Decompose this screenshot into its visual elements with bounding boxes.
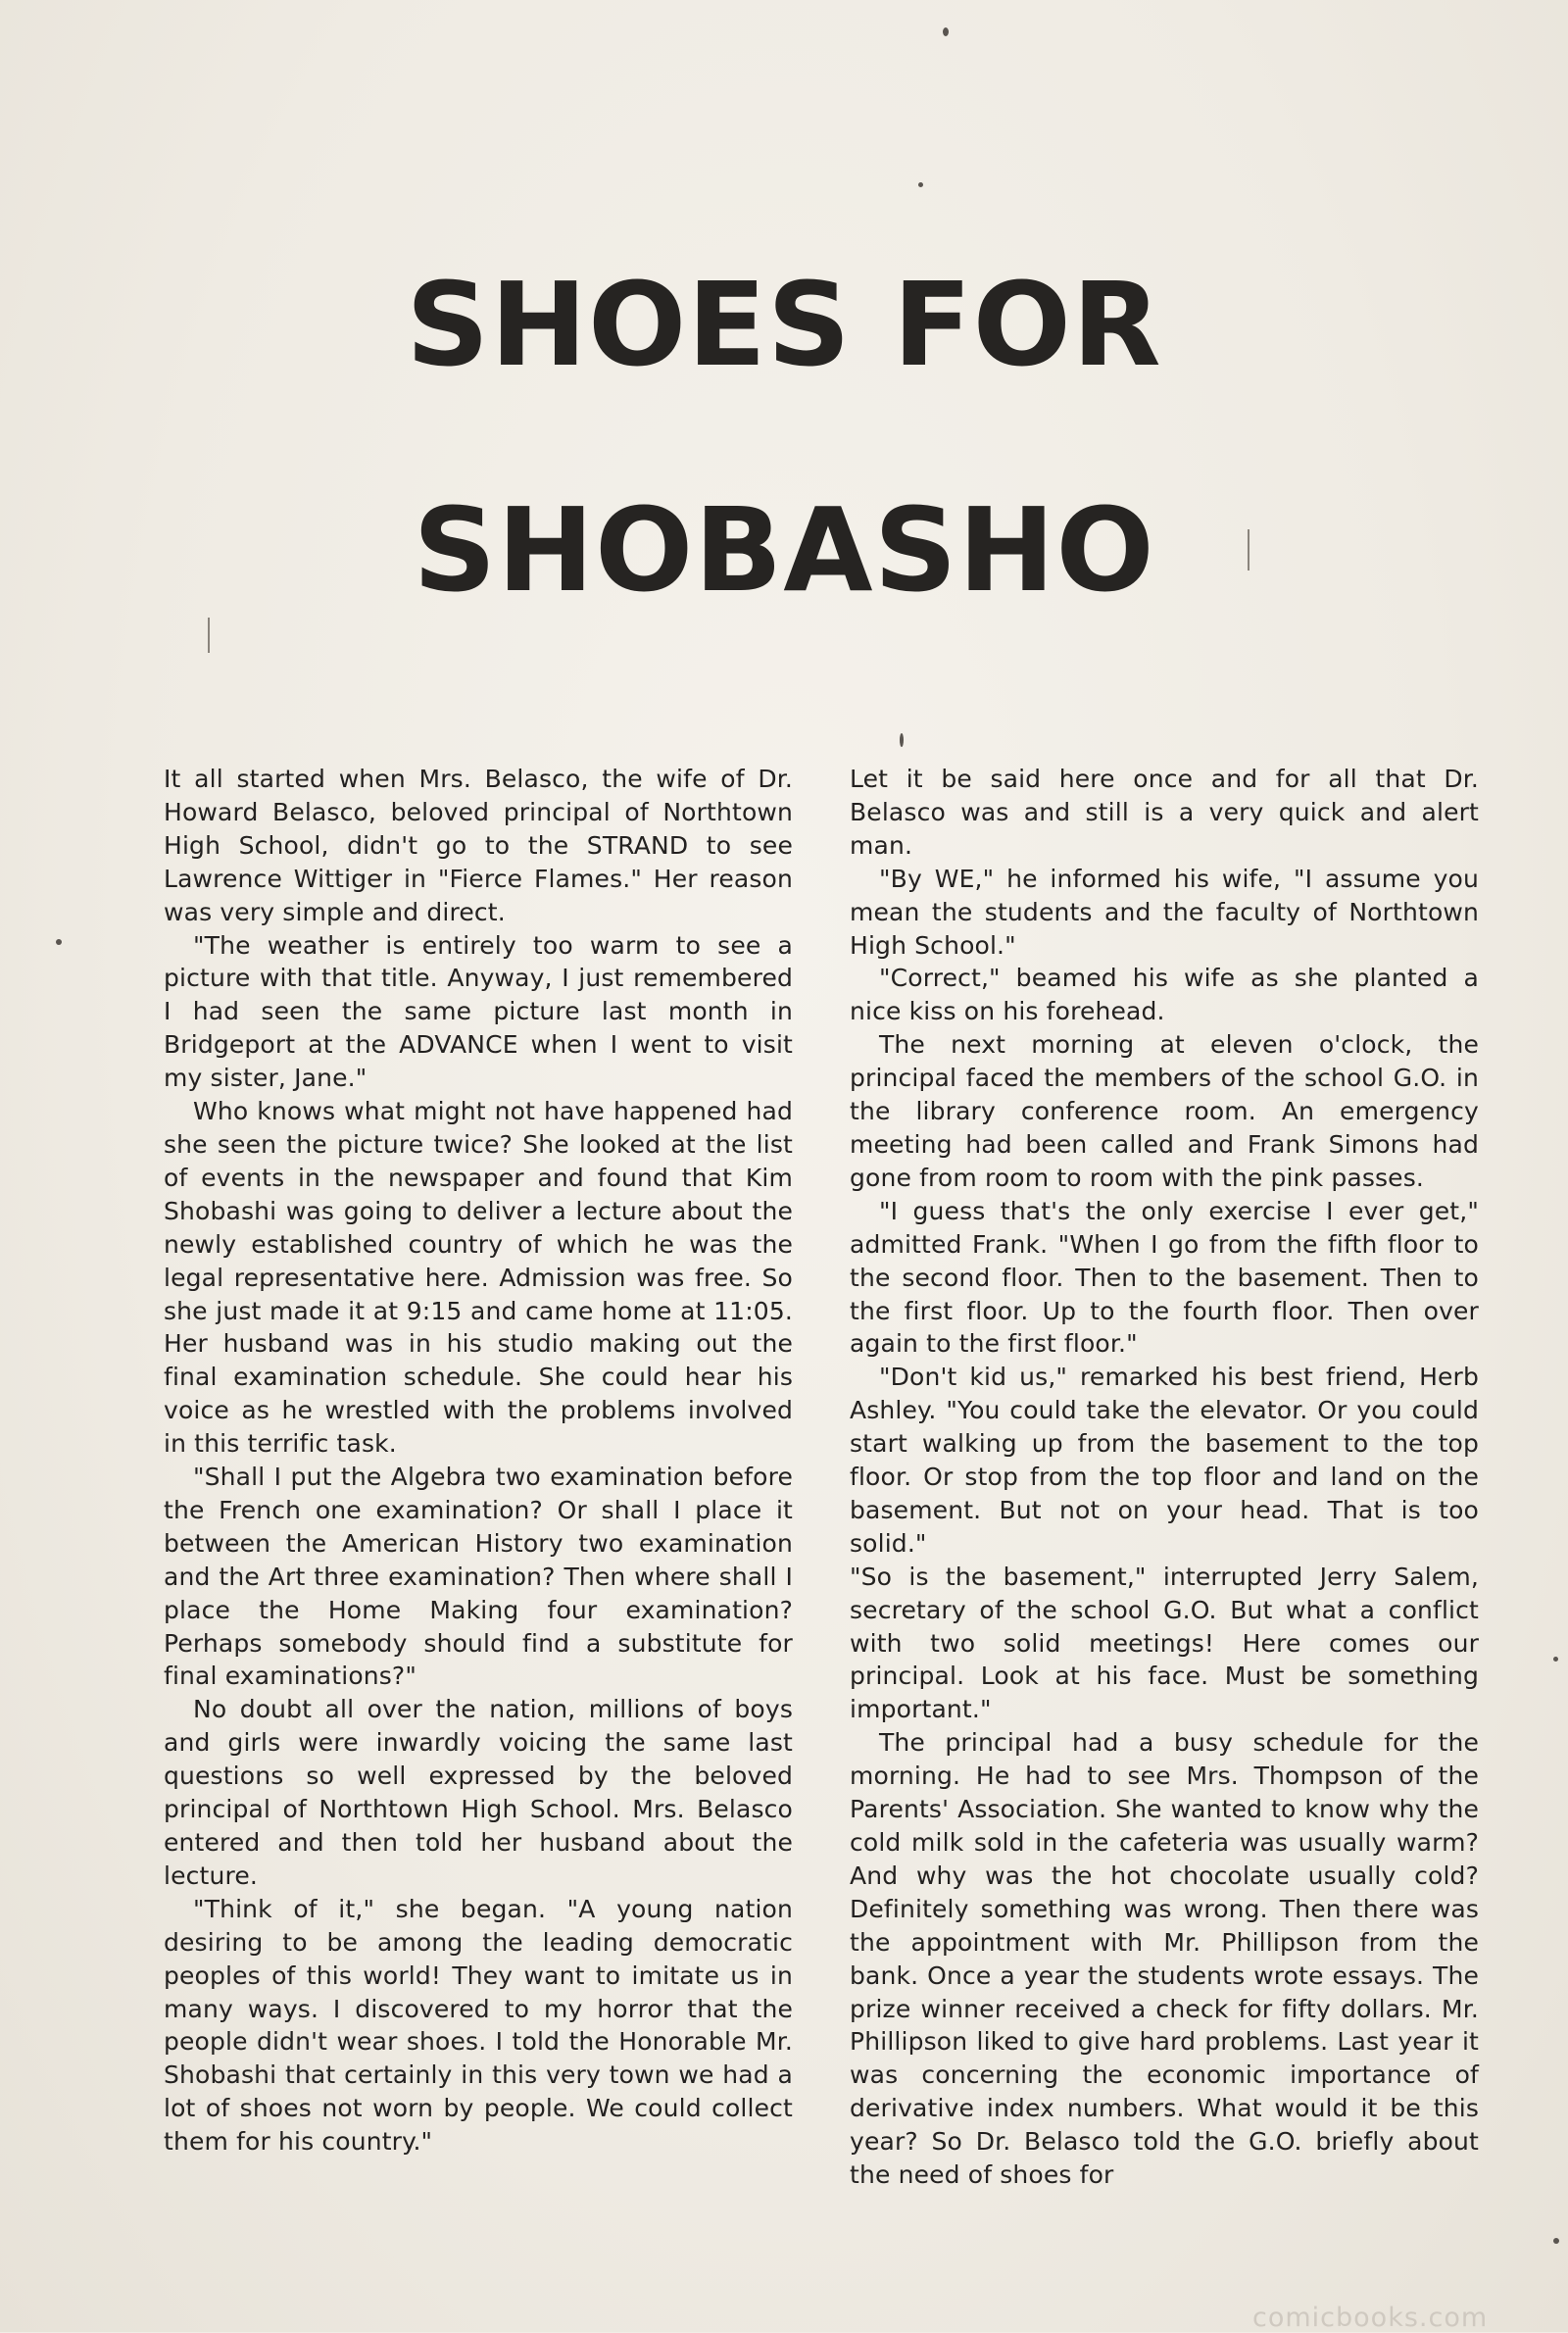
paragraph: Who knows what might not have happened had she seen the picture twice? She looked at the list of events in the newspaper and found that Kim Shobashi was going to deliver a lecture about the newly established country of which he was the legal representative here. Admission was free. So she just made it at 9:15 and came home at 11:05. Her husband was in his studio making out the final examination schedule. She could hear his voice as he wrestled with the problems involved in this terrific task. <box>164 1097 793 1459</box>
print-speck <box>943 27 949 36</box>
title-line-2: SHOBASHO <box>413 482 1155 618</box>
paragraph: "Correct," beamed his wife as she planted a nice kiss on his forehead. <box>850 964 1479 1026</box>
paragraph: Let it be said here once and for all that Dr. Belasco was and still is a very quick and alert man. <box>850 765 1479 860</box>
title-line-1: SHOES FOR <box>406 257 1162 392</box>
paragraph: The next morning at eleven o'clock, the principal faced the members of the school G.O. in the library conference room. An emergency meeting had been called and Frank Simons had gone from room to room with the pink passes. <box>850 1030 1479 1192</box>
print-speck <box>918 182 923 187</box>
print-scratch <box>208 618 210 653</box>
print-speck <box>56 939 62 945</box>
print-speck <box>1553 2238 1559 2244</box>
paragraph: "Shall I put the Algebra two examination before the French one examination? Or shall I place it between the American History two examination and the Art three examination? Then where shall I place the Home Making four examination? Perhaps somebody should find a substitute for final examinations?" <box>164 1463 793 1691</box>
watermark: comicbooks.com <box>1252 2303 1489 2333</box>
paragraph: "I guess that's the only exercise I ever get," admitted Frank. "When I go from the fifth floor to the second floor. Then to the basement. Then to the first floor. Up to the fourth floor. Then over again to the first floor." <box>850 1196 1479 1359</box>
paragraph: It all started when Mrs. Belasco, the wife of Dr. Howard Belasco, beloved principal of Northtown High School, didn't go to the STRAND to see Lawrence Wittiger in "Fierce Flames." Her reason was very simple and direct. <box>164 765 793 926</box>
paragraph: No doubt all over the nation, millions of boys and girls were inwardly voicing the same last questions so well expressed by the beloved principal of Northtown High School. Mrs. Belasco entered and then told her husband about the lecture. <box>164 1695 793 1890</box>
paragraph: "Don't kid us," remarked his best friend, Herb Ashley. "You could take the elevator. Or you could start walking up from the basement to the top floor. Or stop from the top floor and land on the basement. But not on your head. That is too solid." <box>850 1363 1479 1558</box>
paragraph: "So is the basement," interrupted Jerry Salem, secretary of the school G.O. But what a conflict with two solid meetings! Here comes our principal. Look at his face. Must be something important." <box>850 1562 1479 1724</box>
paragraph: "By WE," he informed his wife, "I assume you mean the students and the faculty of Northtown High School." <box>850 864 1479 960</box>
print-speck <box>900 733 904 747</box>
paragraph: The principal had a busy schedule for the morning. He had to see Mrs. Thompson of the Parents' Association. She wanted to know why the cold milk sold in the cafeteria was usually warm? And why was the hot chocolate usually cold? Definitely something was wrong. Then there was the appointment with Mr. Phillipson from the bank. Once a year the students wrote essays. The prize winner received a check for fifty dollars. Mr. Phillipson liked to give hard problems. Last year it was concerning the economic importance of derivative index numbers. What would it be this year? So Dr. Belasco told the G.O. briefly about the need of shoes for <box>850 1728 1479 2190</box>
right-column <box>850 763 1479 2192</box>
left-column <box>164 763 793 2159</box>
paragraph: "The weather is entirely too warm to see a picture with that title. Anyway, I just remembered I had seen the same picture last month in Bridgeport at the ADVANCE when I went to visit my sister, Jane." <box>164 930 793 1093</box>
print-scratch <box>1248 529 1250 571</box>
print-speck <box>1553 1657 1558 1662</box>
paragraph: "Think of it," she began. "A young nation desiring to be among the leading democratic peoples of this world! They want to imitate us in many ways. I discovered to my horror that the people didn't wear shoes. I told the Honorable Mr. Shobashi that certainly in this very town we had a lot of shoes not worn by people. We could collect them for his country." <box>164 1894 793 2157</box>
